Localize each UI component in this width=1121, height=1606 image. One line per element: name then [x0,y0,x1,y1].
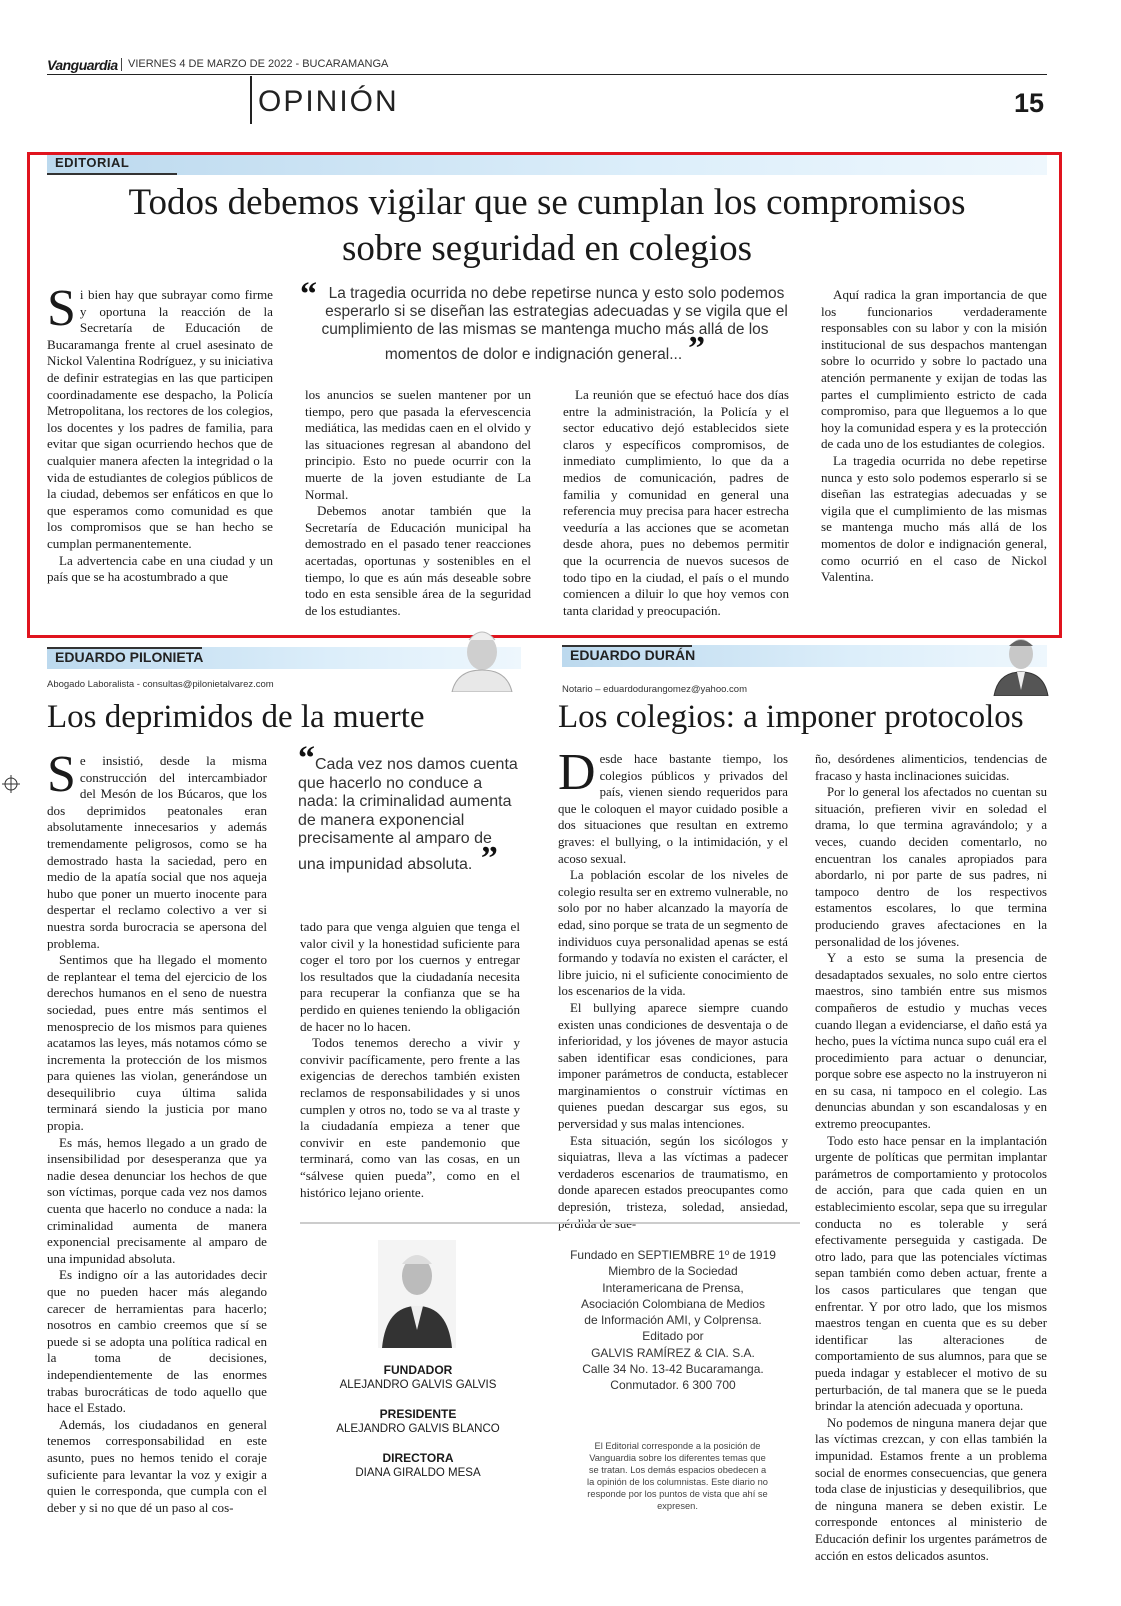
masthead-info [568,1247,778,1394]
paragraph: Debemos anotar también que la Secretaría de Educación municipal ha demostrado en el pasado tener reacciones acertadas, oportunas y sostenibles en el tiempo, lo que es aún más deseable sobre todo en esta sensible área de la seguridad de los estudiantes. [305,503,531,618]
editorial-kicker-band [47,155,1047,175]
paragraph: esde hace bastante tiempo, los colegios públicos y privados del país, vienen siendo requeridos para que le coloquen el mayor cuidado posible a dos situaciones que resultan en extremo graves: el bullying, o la intimidación, y el acoso sexual. [558,752,788,866]
editorial-kicker: EDITORIAL [55,155,130,170]
section-title: OPINIÓN [258,85,399,118]
paragraph: La reunión que se efectuó hace dos días entre la administración, la Policía y el sector educativo dejó establecidos siete claros y específicos compromisos, de inmediato cumplimiento, lo que da a medios de comunicación, padres de familia y comunidad en general una referencia muy precisa para hacer estrecha veeduría a las acciones que se acometan desde ahora, pues no debemos permitir que la ocurrencia de nuevos sucesos de todo tipo en la ciudad, el país o el mundo comiencen a diluir lo que hoy vemos con tanta claridad y preocupación. [563,387,789,618]
paragraph: Es indigno oír a las autoridades decir que no pueden hacer más alegando carecer de herramientas para hacerlo; nosotros en cambio creemos que sí se puede si se adopta una política radical en la toma de decisiones, independientemente de las enormes trabas burocráticas de todo aquello que hace el Estado. [47,1267,267,1416]
presidente-label: PRESIDENTE [379,1407,457,1421]
headline-line-2: sobre seguridad en colegios [342,228,752,269]
author-name: EDUARDO DURÁN [570,647,696,663]
close-quote-icon: ” [688,330,706,367]
paragraph: No podemos de ninguna manera dejar que las víctimas crezcan, y con ellas también la impunidad. Estamos frente a un problema social de enormes consecuencias, que genera toda clase de injusticias y desequilibrios, que de ninguna manera se deben existir. Le corresponde entonces al ministerio de Educación definir los urgentes parámetros de acción en estos delicados asuntos. [815,1415,1047,1563]
left-pullquote: “Cada vez nos damos cuenta que hacerlo no conduce a nada: la criminalidad aumenta de manera exponencial precisamente al amparo de una impunidad absoluta. ” [298,740,518,877]
founder-portrait [378,1240,456,1348]
kicker-underline [47,173,177,175]
info-line: Miembro de la Sociedad [608,1264,738,1279]
paragraph: Todos tenemos derecho a vivir y convivir pacíficamente, pero frente a las exigencias de derechos también existen reclamos de responsabilidades y si unos cumplen y otros no, todo se va al traste y la ciudadanía empieza a tener que convivir en este pandemonio que terminará, como van las cosas, en un “sálvese quien pueda”, como en el histórico lejano oriente. [300,1035,520,1200]
page-number: 15 [1014,88,1045,118]
open-quote-icon: “ [300,276,317,313]
header-rule [47,74,1047,75]
headline-line-1: Todos debemos vigilar que se cumplan los compromisos [128,182,966,223]
info-line: Interamericana de Prensa, [602,1280,744,1295]
info-line: de Información AMI, y Colprensa. [584,1313,762,1328]
masthead-rule [300,1222,800,1224]
right-column-1 [558,744,788,1232]
masthead-credits [330,1363,506,1479]
paragraph: Es más, hemos llegado a un grado de insensibilidad por desesperanza que ya nadie desea denunciar los hechos de que son víctimas, porque cada vez nos damos cuenta que hacerlo no conduce a nada: la criminalidad aumenta de manera exponencial precisamente al amparo de una impunidad absoluta. [47,1134,267,1266]
close-quote-icon: ” [472,839,498,877]
paragraph: Aquí radica la gran importancia de que los funcionarios verdaderamente responsables con su labor y con la misión institucional de sus despachos mantengan sobre lo ocurrido y sobre lo pactado una atención permanente y exijan de todas las partes el cumplimiento estricto de cada compromiso, para que lleguemos a lo que hoy la comunidad espera y es la protección de cada uno de los estudiantes de colegios. [821,287,1047,452]
dateline: VIERNES 4 DE MARZO DE 2022 - BUCARAMANGA [128,58,389,70]
column-headline: Los colegios: a imponer protocolos [558,699,1024,735]
open-quote-icon: “ [298,740,315,777]
editorial-column-1 [47,280,273,586]
paragraph: i bien hay que subrayar como firme y oportuna la reacción de la Secretaría de Educación de Bucaramanga frente al cruel asesinato de Nickol Valentina Rodríguez, y su iniciativa de definir estrategias en las que participen coordinadamente ese despacho, la Policía Metropolitana, los rectores de los colegios, los docentes y los padres de familia, para evitar que sigan ocurriendo hechos que de cualquier manera afecten la integridad o la vida de estudiantes de colegios públicos de la ciudad, debemos ser enfáticos en que lo que esperamos como comunidad es que los compromisos que se han hecho se cumplan permanentemente. [47,287,273,551]
info-line: Fundado en SEPTIEMBRE 1º de 1919 [570,1248,776,1262]
paragraph: ño, desórdenes alimenticios, tendencias de fracaso y hasta inclinaciones suicidas. [815,752,1047,783]
directora-label: DIRECTORA [382,1451,454,1465]
paragraph: Sentimos que ha llegado el momento de replantear el tema del ejercicio de los derechos humanos en el seno de nuestra sociedad, pues entre más sentimos el menosprecio de los mismos para quienes acatamos las leyes, más notamos cómo se incrementa la protección de los mismos para quienes las violan, generándose un desequilibrio cuya última salida terminará siendo la justicia por mano propia. [47,952,267,1134]
info-line: GALVIS RAMÍREZ & CIA. S.A. [591,1345,755,1360]
drop-cap: S [47,280,76,337]
paragraph: La población escolar de los niveles de colegio resulta ser en extremo vulnerable, no solo por no haber alcanzado la mayoría de edad, sino porque se trata de un segmento de individuos cuya personalidad apenas se está formando y todavía no existen el carácter, el libre juicio, ni el suficiente conocimiento de los escenarios de la vida. [558,868,788,999]
drop-cap: D [558,744,596,801]
author-bio: Abogado Laboralista - consultas@pilonietalvarez.com [47,679,274,690]
section-divider [250,76,252,124]
author-name: EDUARDO PILONIETA [55,649,204,665]
editorial-headline [47,180,1047,272]
paragraph: Además, los ciudadanos en general tenemos corresponsabilidad en este asunto, pues no hemos tenido el coraje suficiente para levantar la voz y exigir a quien le corresponda, que cumpla con el deber y si no que dé un paso al cos- [47,1416,267,1515]
editorial-column-2 [305,387,531,619]
brand-logo: Vanguardia [47,57,118,73]
fundador-label: FUNDADOR [383,1363,453,1377]
paragraph: los anuncios se suelen mantener por un tiempo, pero que pasada la efervescencia mediática, las medidas caen en el olvido y las situaciones regresan al abandono del principio. Esto no puede ocurrir con la muerte de la joven estudiante de La Normal. [305,387,531,502]
paragraph: Esta situación, según los sicólogos y siquiatras, lleva a las víctimas a padecer verdaderos escenarios de traumatismo, en donde aparecen estados preocupantes como depresión, tristeza, soledad, ansiedad, [558,1133,788,1215]
presidente-name: ALEJANDRO GALVIS BLANCO [336,1423,500,1435]
paragraph: tado para que venga alguien que tenga el valor civil y la honestidad suficiente para coger el toro por los cuernos y entregar los resultados que la ciudadanía necesita para recuperar la confianza que se ha perdido en quienes teniendo la obligación de hacer no lo hacen. [300,919,520,1034]
info-line: Conmutador. 6 300 700 [610,1378,736,1393]
info-line: Editado por [642,1329,704,1344]
editorial-column-3 [563,387,789,619]
info-line: Calle 34 No. 13-42 Bucaramanga. [582,1362,764,1377]
paragraph: e insistió, desde la misma construcción del intercambiador del Mesón de los Búcaros, que los dos deprimidos peatonales eran absolutamente innecesarios y además tremendamente peligrosos, como se ha demostrado hasta la saciedad, pero en medio de la apatía social que nos aqueja hubo que poner un muerto inocente para despertar el reclamo colectivo a ver si nuestra sorda burocracia se apersona del problema. [47,753,267,951]
paragraph: La tragedia ocurrida no debe repetirse nunca y esto solo podemos esperarlo si se diseñan las estrategias adecuadas y se vigila que el cumplimiento de las mismas se mantenga mucho más allá de los momentos de dolor e indignación general, como ocurrió en el caso de Nickol Valentina. [821,452,1047,585]
column-headline: Los deprimidos de la muerte [47,699,425,735]
author-band-right [562,645,1047,667]
author-photo-pilonieta [447,622,517,692]
editorial-pullquote: “ La tragedia ocurrida no debe repetirse nunca y esto solo podemos esperarlo si se diseñan las estrategias adecuadas y se vigila que el cumplimiento de las mismas se mantenga mucho más allá de los momentos de dolor e indignación general... ” [300,276,788,367]
paragraph: La advertencia cabe en una ciudad y un país que se ha acostumbrado a que [47,552,273,585]
right-column-2 [815,751,1047,1564]
header-divider [121,58,122,71]
paragraph: Y a esto se suma la presencia de desadaptados sexuales, no solo entre ciertos maestros, sino también entre sus mismos compañeros de estudio y muchas veces cuando llegan a evidenciarse, el daño está ya hecho, pues la víctima nunca supo cuál era el procedimiento para actuar o denunciar, porque sobre ese aspecto no la instruyeron ni en su casa, ni tampoco en el colegio. Las denuncias abundan y son escandalosas y en extremo preocupantes. [815,951,1047,1132]
drop-cap: S [47,746,76,803]
left-column-1 [47,746,267,1516]
author-bio: Notario – eduardodurangomez@yahoo.com [562,684,747,695]
author-photo-duran [992,630,1050,696]
editorial-column-4 [821,287,1047,586]
paragraph: Todo esto hace pensar en la implantación urgente de políticas que permitan implantar parámetros de comportamiento y protocolos de acción, para que cada quien en un establecimiento escolar, sepa que su irregular conducta no es tolerable y será efectivamente perseguida y castigada. De otro lado, para que las potenciales víctimas sepan también como deben actuar, frente a los casos particulares que tengan que enfrentar. Y por otro lado, que los mismos maestros tengan en cuenta que es su deber identificar las alteraciones de comportamiento de sus alumnos, para que se pueda indagar y establecer el motivo de su perturbación, de tal manera que se le pueda brindar la atención adecuada y oportuna. [815,1133,1047,1414]
info-line: Asociación Colombiana de Medios [580,1296,766,1311]
directora-name: DIANA GIRALDO MESA [355,1467,481,1479]
left-column-2 [300,919,520,1201]
paragraph: El bullying aparece siempre cuando existen unas condiciones de desventaja o de inferioridad, y los jóvenes de mayor astucia saben identificar esas condiciones, para imponer parámetros de conducta, establecer marginamientos o construir víctimas en quienes puedan descargar sus egos, su perversidad y sus malas intenciones. [558,1000,788,1132]
fundador-name: ALEJANDRO GALVIS GALVIS [339,1379,497,1391]
masthead-disclaimer: El Editorial corresponde a la posición de Vanguardia sobre los diferentes temas que se tratan. Los demás espacios obedecen a la opinión de los columnistas. Este diario no responde por los puntos de vista que ahí se expresen. [587,1441,768,1511]
paragraph: Por lo general los afectados no cuentan su situación, prefieren vivir en soledad el drama, lo que termina agravándolo; y a veces, cuando deciden comentarlo, no encuentran los canales apropiados para abordarlo, ni por parte de sus padres, ni tampoco dentro de los respectivos estamentos escolares, lo que termina produciendo graves afectaciones en la personalidad de los jóvenes. [815,785,1047,949]
registration-mark-icon [2,775,20,793]
